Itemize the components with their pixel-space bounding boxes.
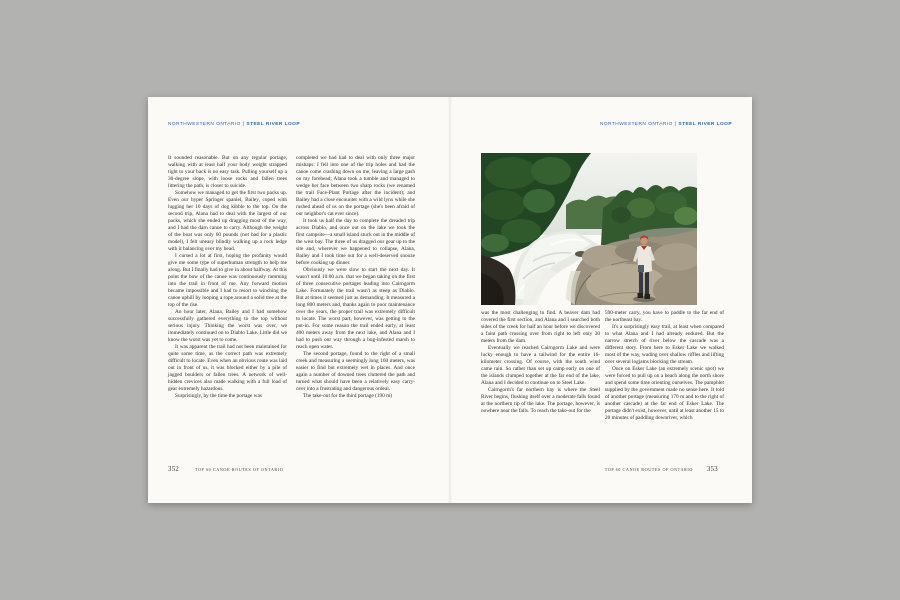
body-paragraph: 590-meter carry, you have to paddle to the far end of the northeast bay. [605,310,724,323]
river-rapids-illustration [481,153,697,305]
body-paragraph: The take-out for the third portage (190 m) [303,393,392,399]
header-region: NORTHWESTERN ONTARIO [600,122,673,127]
body-paragraph: It took us half the day to complete the dreaded trip across Diablo, and once out on the lake we took the first campsite—a small island stuck out in the middle of the west bay. The three of us dragged our gear up to the site and, wherever we happened to collapse, Alana, Bailey and I took time out for a well-deserved snooze before cooking up dinner. [296,218,415,266]
header-region: NORTHWESTERN ONTARIO [168,122,241,127]
body-paragraph: It sounded reasonable. But on any regular portage, walking with at least half your body weight strapped tight to your back is no easy task. Pulling yourself up a 30-degree slope, with loose rocks and fallen trees littering the path, is closer to suicide. [168,155,287,189]
body-paragraph: Obviously we were slow to start the next day. It wasn't until 10:00 a.m. that we began taking on the first of three consecutive portages leading into Cairngorm Lake. Fortunately the trail wasn't as steep as Diablo. But at times it seemed just as demanding. It measured a long 800 meters and, thanks again to poor maintenance over the years, the proper trail was extremely difficult to locate. The worst part, however, was getting to the put-in. For some reason the trail ended early, at least 400 meters away from the next lake, and Alana and I had to push our way through a bug-infested marsh to reach open water. [296,267,415,350]
text-column-2 [296,155,415,400]
page-number: 352 [168,466,180,473]
body-paragraph: An hour later, Alana, Bailey and I had somehow successfully gathered everything to the top without serious injury. Thinking the worst was over, we immediately continued on to Diablo Lake. Little did we know the worst was yet to come. [168,309,287,343]
text-column-2 [605,310,724,422]
body-paragraph: Cairngorm's far northern bay is where the Steel River begins, flushing itself over a moderate falls found at the northern tip of the lake. The portage, however, is nowhere near the falls. To reach the take-out for the [481,387,600,414]
book-title: TOP 60 CANOE ROUTES OF ONTARIO [604,467,693,472]
footer-left [168,466,283,473]
body-paragraph: Somehow we managed to get the first two packs up. Even our hyper Springer spaniel, Bailey, coped with lugging her 10 days of dog kibble to the top. On the second trip, Alana had to deal with the largest of our packs, which she ended up dragging most of the way, and I had the darn canoe to carry. Although the weight of the boat was only 60 pounds (not bad for a plastic model), I felt uneasy blindly walking up a rock ledge with it balancing over my head. [168,190,287,252]
body-paragraph: Once on Esker Lake (an extremely scenic spot) we were forced to pull up on a beach along the north shore and spend some time orienting ourselves. The pamphlet supplied by the government made no sense here. It told of another portage (measuring 170 m and to the right of another cascade) at the far end of Esker Lake. The portage didn't exist, however, until at least another 15 to 20 minutes of paddling downriver, which [605,366,724,421]
body-paragraph: completed we had had to deal with only three major mishaps: I fell into one of the trip holes and had the canoe come crashing down on me, leaving a large gash on my forehead; Alana took a tumble and managed to wedge her face between two sharp rocks (we renamed the trail Face-Plant Portage after the incident); and Bailey had a close encounter with a wild lynx while she rushed ahead of us on the portage (she's been afraid of our neighbor's cat ever since). [296,155,415,217]
body-paragraph: The second portage, found to the right of a small creek and measuring a seemingly long 160 meters, was easier to find but extremely wet in places. And once again a number of downed trees cluttered the path and turned what should have been a relatively easy carry-over into a frustrating and dangerous ordeal. [296,351,415,392]
body-paragraph: Surprisingly, by the time the portage was [175,393,262,399]
body-paragraph: I cursed a lot at first, hoping the profanity would give me some type of superhuman strength to help me along. But I finally had to give in about halfway. At this point the bow of the canoe was continuously ramming into the trail in front of me. Any forward motion became impossible and I had to resort to winching the canoe uphill by looping a rope around a solid tree at the top of the rise. [168,253,287,308]
running-head-left [168,122,300,128]
running-head-right [600,122,732,128]
header-separator: | [242,122,245,127]
body-paragraph: It was apparent the trail had not been maintained for quite some time, as the correct path was extremely difficult to locate. Even when an obvious route was laid out in front of us, it was blocked either by a pile of jagged boulders or fallen trees. A network of well-hidden crevices also made walking with a full load of gear extremely hazardous. [168,344,287,392]
text-columns-left-page [168,155,415,400]
header-separator: | [674,122,677,127]
book-title: TOP 60 CANOE ROUTES OF ONTARIO [195,467,284,472]
page-number: 353 [706,466,718,473]
footer-right [605,466,718,473]
header-route-title: STEEL RIVER LOOP [678,122,732,127]
text-column-1 [481,310,600,422]
body-paragraph: was the most challenging to find. A beaver dam had covered the first section, and Alana and I searched both sides of the creek for half an hour before we discovered a faint path crossing over from right to left only 30 meters from the dam. [481,310,600,344]
book-spread [148,97,752,503]
text-column-1 [168,155,287,400]
text-columns-right-page [481,310,724,422]
body-paragraph: It's a surprisingly easy trail, at least when compared to what Alana and I had already endured. But the narrow stretch of river below the cascade was a different story. From here to Esker Lake we walked most of the way, wading over shallow riffles and lifting over several logjams blocking the stream. [605,324,724,365]
page-left [148,97,450,503]
body-paragraph: Eventually we reached Cairngorm Lake and were lucky enough to have a tailwind for the entire 16-kilometer crossing. Of course, with the south wind came rain. So rather than set up camp early on one of the islands clumped together at the far end of the lake, Alana and I decided to continue on to Steel Lake. [481,345,600,386]
page-right [450,97,752,503]
river-rapids-photo [481,153,697,305]
header-route-title: STEEL RIVER LOOP [246,122,300,127]
